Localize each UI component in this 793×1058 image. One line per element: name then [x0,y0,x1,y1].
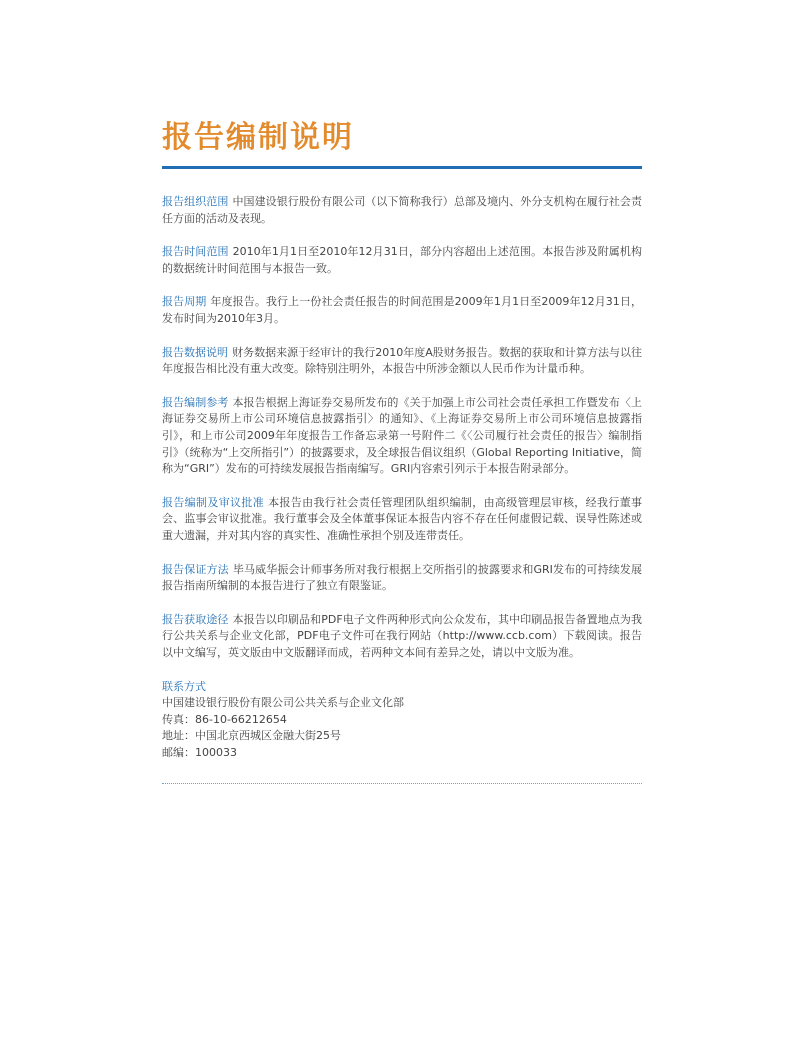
section-text: 本报告以印刷品和PDF电子文件两种形式向公众发布，其中印刷品报告备置地点为我行公共关系与企业文化部，PDF电子文件可在我行网站（http://www.ccb.com）下载阅读。报告以中文编写，英文版由中文版翻译而成，若两种文本间有差异之处，请以中文版为准。 [162,612,643,659]
page-title: 报告编制说明 [162,120,354,155]
report-notes [162,194,642,761]
title-divider [162,166,642,169]
section-assurance [162,562,642,595]
section-label: 报告编制参考 [162,395,229,409]
section-label: 报告获取途径 [162,612,229,626]
section-text: 本报告根据上海证券交易所发布的《关于加强上市公司社会责任承担工作暨发布〈上海证券交易所上市公司环境信息披露指引〉的通知》、《上海证券交易所上市公司环境信息披露指引》，和上市公司2009年年度报告工作备忘录第一号附件二《〈公司履行社会责任的报告〉编制指引》（统称为“上交所指引”）的披露要求，及全球报告倡议组织（Global Reporting Initiative，简称为“GRI”）发布的可持续发展报告指南编写。GRI内容索引列示于本报告附录部分。 [162,395,643,476]
section-text: 毕马威华振会计师事务所对我行根据上交所指引的披露要求和GRI发布的可持续发展报告指南所编制的本报告进行了独立有限鉴证。 [162,562,642,593]
section-access [162,612,642,662]
contact-postcode: 邮编：100033 [162,745,237,759]
section-label: 报告保证方法 [162,562,229,576]
section-approval [162,495,642,545]
section-label: 报告编制及审议批准 [162,495,265,509]
section-label: 报告数据说明 [162,345,229,359]
bottom-dotted-divider [162,783,642,784]
section-text: 中国建设银行股份有限公司（以下简称我行）总部及境内、外分支机构在履行社会责任方面的活动及表现。 [162,195,643,225]
section-label: 报告时间范围 [162,245,229,259]
contact-info [162,678,642,761]
section-text: 财务数据来源于经审计的我行2010年度A股财务报告。数据的获取和计算方法与以往年度报告相比没有重大改变。除特别注明外，本报告中所涉金额以人民币作为计量币种。 [162,345,642,376]
section-references [162,395,642,478]
contact-fax: 传真：86-10-66212654 [162,712,287,726]
section-label: 报告组织范围 [162,195,229,208]
contact-title: 联系方式 [162,680,206,694]
section-text: 本报告由我行社会责任管理团队组织编制，由高级管理层审核，经我行董事会、监事会审议批准。我行董事会及全体董事保证本报告内容不存在任何虚假记载、误导性陈述或重大遗漏，并对其内容的真实性、准确性承担个别及连带责任。 [162,495,643,542]
section-time-range [162,244,642,277]
contact-department: 中国建设银行股份有限公司公共关系与企业文化部 [162,696,404,710]
section-text: 年度报告。我行上一份社会责任报告的时间范围是2009年1月1日至2009年12月31日，发布时间为2010年3月。 [162,295,643,325]
section-report-cycle [162,294,642,327]
section-text: 2010年1月1日至2010年12月31日，部分内容超出上述范围。本报告涉及附属机构的数据统计时间范围与本报告一致。 [162,245,643,275]
section-label: 报告周期 [162,295,207,309]
contact-address: 地址：中国北京西城区金融大街25号 [162,729,341,743]
section-data-notes [162,345,642,378]
section-organization-scope [162,194,642,227]
